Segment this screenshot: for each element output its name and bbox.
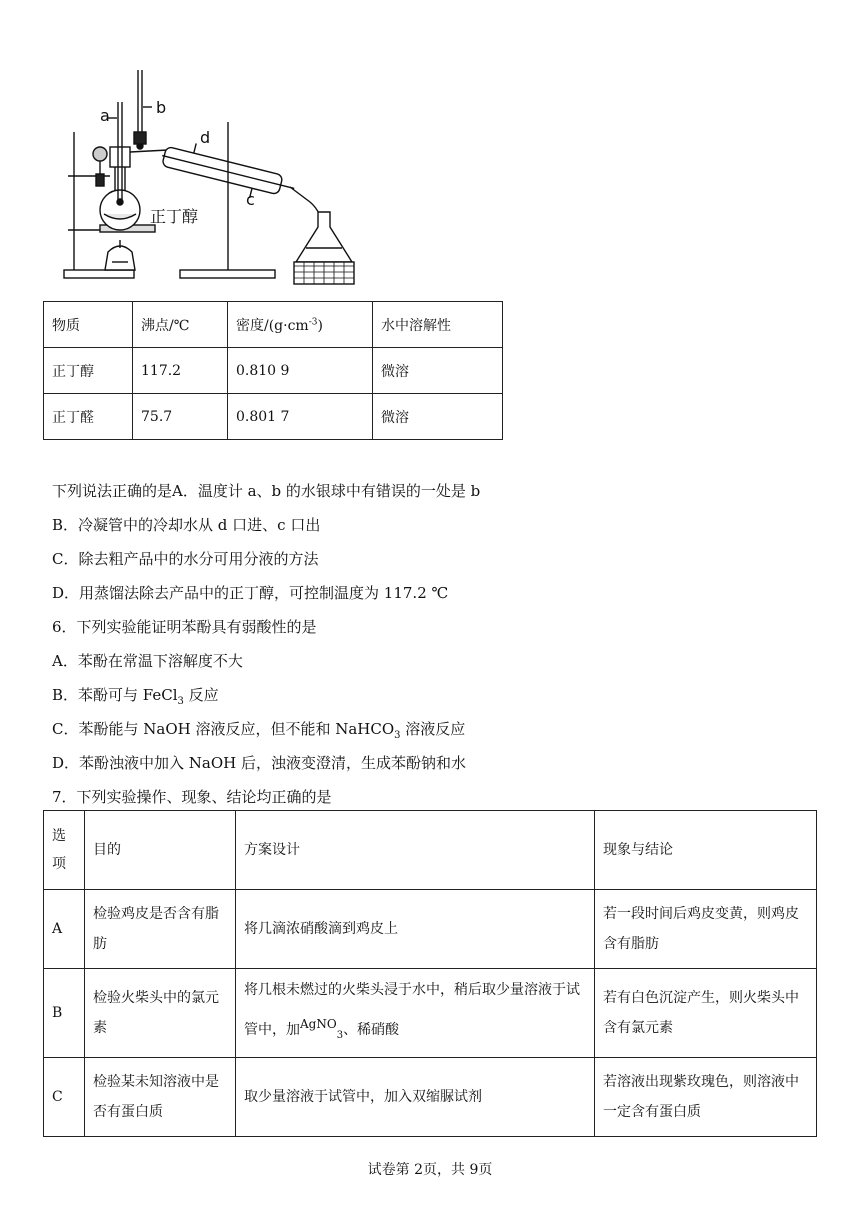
- label-a: a: [100, 106, 110, 125]
- table-cell-result: 若溶液出现紫玫瑰色，则溶液中一定含有蛋白质: [595, 1058, 817, 1137]
- table-cell: 正丁醇: [44, 348, 133, 394]
- table-cell-result: 若有白色沉淀产生，则火柴头中含有氯元素: [595, 969, 817, 1058]
- distillation-apparatus-figure: [60, 62, 370, 287]
- table-cell-option: A: [44, 890, 85, 969]
- header-cell: 物质: [44, 302, 133, 348]
- table-cell: 117.2: [133, 348, 228, 394]
- table-cell: 微溶: [373, 394, 503, 440]
- table-header-row: [44, 302, 503, 348]
- table-cell: 0.801 7: [228, 394, 373, 440]
- table-cell-design: 将几滴浓硝酸滴到鸡皮上: [236, 890, 595, 969]
- table-cell-purpose: 检验某未知溶液中是否有蛋白质: [85, 1058, 236, 1137]
- q6-option-d: D．苯酚浊液中加入 NaOH 后，浊液变澄清，生成苯酚钠和水: [52, 754, 467, 772]
- table-cell-result: 若一段时间后鸡皮变黄，则鸡皮含有脂肪: [595, 890, 817, 969]
- q5-stem-option-a: 下列说法正确的是A．温度计 a、b 的水银球中有错误的一处是 b: [52, 482, 481, 500]
- table-cell: 微溶: [373, 348, 503, 394]
- label-c: c: [246, 190, 255, 209]
- q6-option-a: A．苯酚在常温下溶解度不大: [52, 652, 243, 670]
- table-cell-purpose: 检验鸡皮是否含有脂肪: [85, 890, 236, 969]
- table-cell: 正丁醛: [44, 394, 133, 440]
- experiment-table: [43, 810, 817, 1137]
- header-cell-result: 现象与结论: [595, 811, 817, 890]
- header-cell-purpose: 目的: [85, 811, 236, 890]
- table-row: [44, 890, 817, 969]
- table-cell-design: 取少量溶液于试管中，加入双缩脲试剂: [236, 1058, 595, 1137]
- table-row: [44, 348, 503, 394]
- table-row: [44, 1058, 817, 1137]
- table-header-row: [44, 811, 817, 890]
- q5-option-c: C．除去粗产品中的水分可用分液的方法: [52, 550, 319, 568]
- table-cell: 75.7: [133, 394, 228, 440]
- table-cell-purpose: 检验火柴头中的氯元素: [85, 969, 236, 1058]
- q6-option-b: B．苯酚可与 FeCl$_3$ 反应: [52, 686, 219, 707]
- table-cell-design: 将几根未燃过的火柴头浸于水中，稍后取少量溶液于试管中，加$^{AgNO}_3$、稀硝酸: [236, 969, 595, 1058]
- property-table: [43, 301, 503, 440]
- table-cell-option: B: [44, 969, 85, 1058]
- q5-option-d: D．用蒸馏法除去产品中的正丁醇，可控制温度为 117.2 ℃: [52, 584, 449, 602]
- flask-label: 正丁醇: [150, 207, 199, 226]
- header-cell-density: 密度$/(g\cdot cm^{-3})$: [228, 302, 373, 348]
- table-cell: 0.810 9: [228, 348, 373, 394]
- header-cell-design: 方案设计: [236, 811, 595, 890]
- page-footer: 试卷第 2页，共 9页: [367, 1162, 493, 1178]
- header-cell: 水中溶解性: [373, 302, 503, 348]
- table-row: [44, 969, 817, 1058]
- q6-stem: 6．下列实验能证明苯酚具有弱酸性的是: [52, 618, 317, 636]
- apparatus-drawing: [60, 62, 370, 287]
- q5-option-b: B．冷凝管中的冷却水从 d 口进、c 口出: [52, 516, 321, 534]
- header-cell: 沸点/℃: [133, 302, 228, 348]
- header-cell-option: 选项: [44, 811, 85, 890]
- q7-stem: 7．下列实验操作、现象、结论均正确的是: [52, 788, 332, 806]
- table-cell-option: C: [44, 1058, 85, 1137]
- label-d: d: [200, 128, 211, 147]
- table-row: [44, 394, 503, 440]
- label-b: b: [156, 98, 167, 117]
- q6-option-c: C．苯酚能与 NaOH 溶液反应，但不能和 NaHCO$_3$ 溶液反应: [52, 720, 466, 741]
